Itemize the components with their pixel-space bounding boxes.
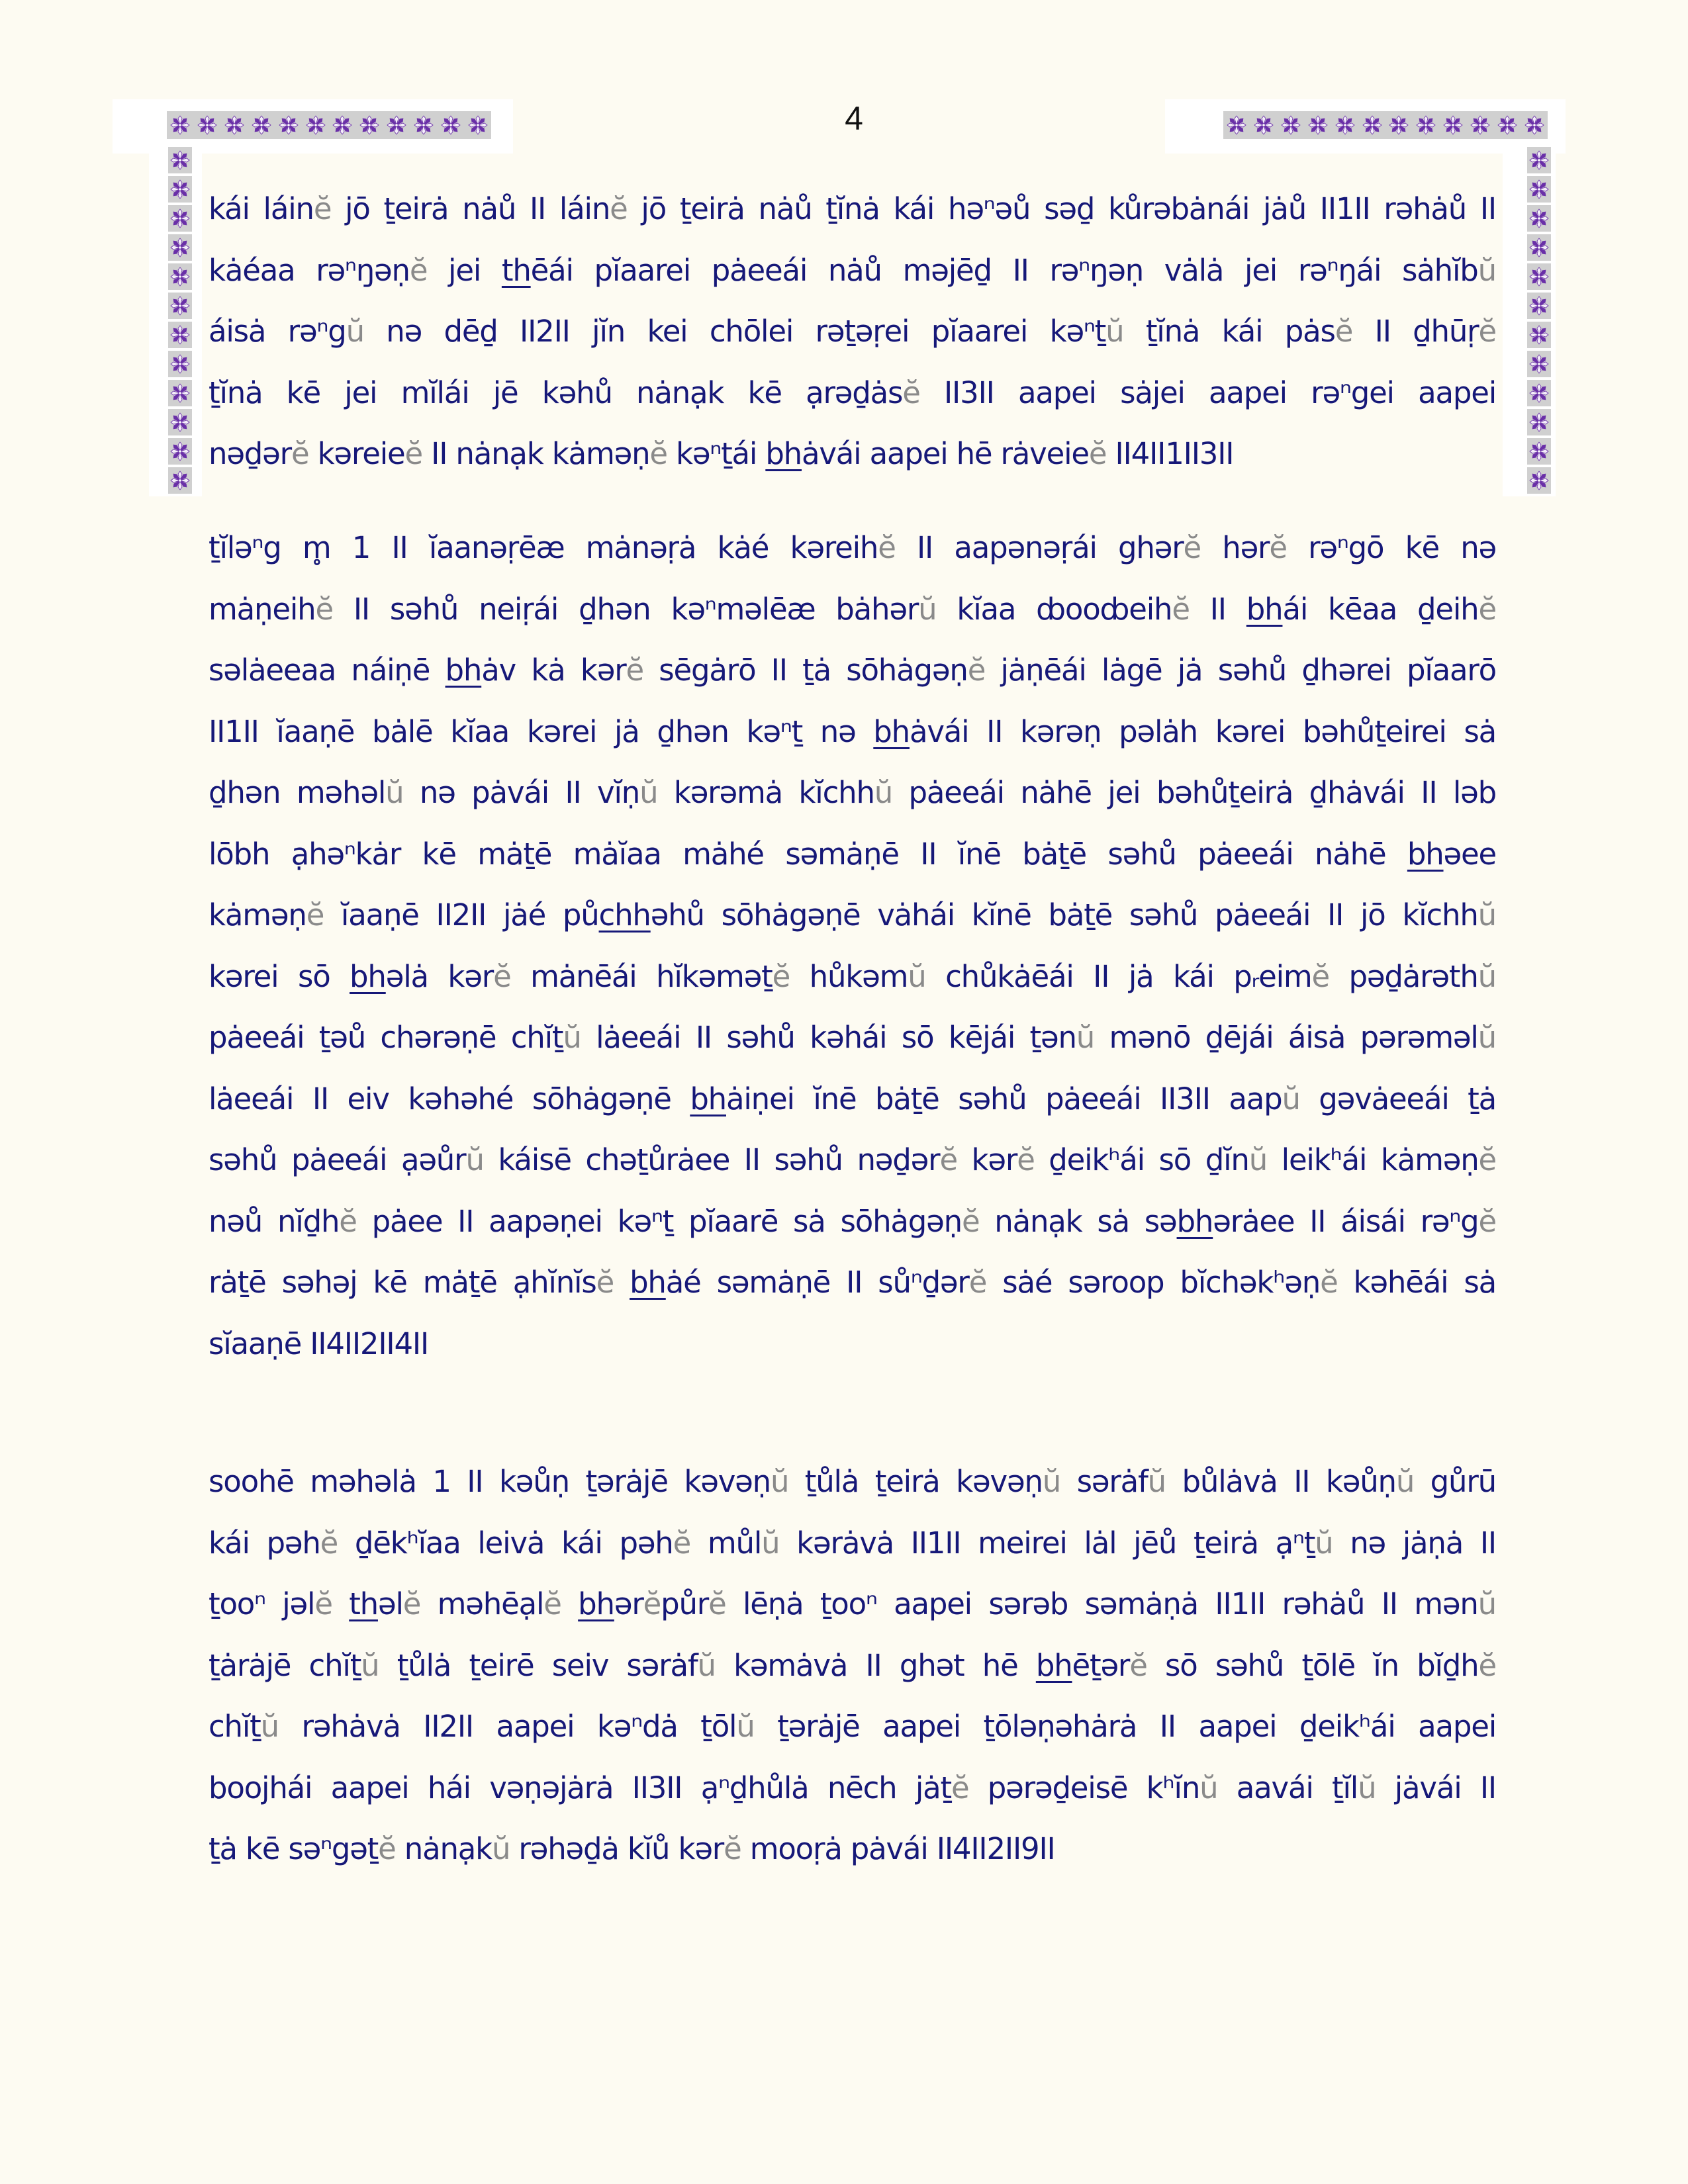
purple-flower-icon [170, 208, 190, 228]
ornament-tile [1527, 176, 1551, 203]
muted-vowel: ŭ [1248, 1142, 1268, 1177]
verse-line: nəḏərĕ kəreieĕ II nȧnạk kȧməṇĕ kəⁿṯái bhȧvái aapei hē rȧveieĕ II4II1II3II [209, 436, 1234, 471]
ornament-tile [168, 467, 192, 494]
verse-line: lōbh ạhəⁿkȧr kē mȧṯē mȧĭaa mȧhé səmȧṇē II ĭnē bȧṯē səhů pȧeeái nȧhē bhəee [209, 836, 1496, 872]
purple-flower-icon [387, 115, 406, 135]
ornament-tile [1527, 409, 1551, 435]
purple-flower-icon [441, 115, 461, 135]
muted-vowel: ĕ [543, 1586, 561, 1621]
boxed-verse-section [209, 179, 1496, 485]
muted-vowel: ŭ [770, 1464, 789, 1499]
ornament-tile [1527, 438, 1551, 465]
aspirate-marker: bh [350, 958, 386, 994]
muted-vowel: ĕ [320, 1525, 338, 1561]
muted-vowel: ĕ [1335, 314, 1353, 349]
purple-flower-icon [1362, 115, 1382, 135]
muted-vowel: ĕ [1088, 436, 1107, 471]
ornament-tile [1527, 293, 1551, 319]
verse-line: sĭaaṇē II4II2II4II [209, 1326, 429, 1361]
ornament-tile [168, 409, 192, 435]
muted-vowel: ŭ [1105, 314, 1124, 349]
purple-flower-icon [1529, 179, 1549, 199]
muted-vowel: ĕ [315, 591, 333, 627]
muted-vowel: ŭ [1477, 252, 1496, 288]
purple-flower-icon [414, 115, 434, 135]
aspirate-marker: bh [1407, 836, 1444, 872]
muted-vowel: ĕ [402, 1586, 421, 1621]
verse-line: ṯooⁿ jəlĕ thəlĕ məhēạlĕ bhərĕpůrĕ lēṇȧ ṯooⁿ aapei sərəb səmȧṇȧ II1II rəhȧů II mənŭ [209, 1586, 1496, 1621]
muted-vowel: ŭ [736, 1709, 755, 1744]
aspirate-marker: bh [873, 713, 910, 749]
muted-vowel: ĕ [902, 375, 920, 410]
muted-vowel: ĕ [1478, 1203, 1496, 1239]
ornament-tile [1527, 351, 1551, 377]
muted-vowel: ŭ [492, 1831, 510, 1866]
aspirate-marker: bh [1035, 1647, 1072, 1683]
verse-line: ṯȧ kē səⁿgəṯĕ nȧnạkŭ rəhəḏȧ kĭů kərĕ mooṛȧ pȧvái II4II2II9II [209, 1831, 1055, 1866]
aspirate-marker: th [349, 1586, 378, 1621]
aspirate-marker: bh [445, 653, 482, 688]
muted-vowel: ĕ [339, 1203, 357, 1239]
muted-vowel: ĕ [1478, 314, 1496, 349]
purple-flower-icon [1529, 238, 1549, 257]
verse-line: ḏhən məhəlŭ nə pȧvái II vĭṇŭ kərəmȧ kĭchhŭ pȧeeái nȧhē jei bəhůṯeirȧ ḏhȧvái II ləb [209, 775, 1496, 810]
muted-vowel: ŭ [761, 1525, 780, 1561]
verse-line: ṯĭnȧ kē jei mĭlái jē kəhů nȧnạk kē ạrəḏȧsĕ II3II aapei sȧjei aapei rəⁿgei aapei [209, 375, 1496, 410]
aspirate-marker: bh [690, 1081, 726, 1116]
verse-line: kái láinĕ jō ṯeirȧ nȧů II láinĕ jō ṯeirȧ nȧů ṯĭnȧ kái həⁿəů səḏ kůrəbȧnái jȧů II1II rəhȧů II [209, 191, 1497, 226]
muted-vowel: ŭ [260, 1709, 279, 1744]
muted-vowel: ĕ [673, 1525, 691, 1561]
purple-flower-icon [197, 115, 217, 135]
muted-vowel: ŭ [563, 1020, 581, 1055]
verse-line: ṯĭləⁿg m̥ 1 II ĭaanəṛēæ mȧnəṛȧ kȧé kəreihĕ II aapənəṛái ghərĕ hərĕ rəⁿgō kē nə [209, 530, 1496, 565]
muted-vowel: ŭ [1199, 1770, 1218, 1805]
ornament-tile [1527, 467, 1551, 494]
verse-line: chĭṯŭ rəhȧvȧ II2II aapei kəⁿdȧ ṯōlŭ ṯərȧjē aapei ṯōləṇəhȧrȧ II aapei ḏeikʰái aapei [209, 1709, 1497, 1744]
aspirate-marker: bh [1246, 591, 1283, 627]
purple-flower-icon [224, 115, 244, 135]
ornament-tile [168, 380, 192, 406]
ornament-tile [1527, 263, 1551, 290]
purple-flower-icon [332, 115, 352, 135]
muted-vowel: ĕ [772, 958, 790, 994]
muted-vowel: ĕ [643, 1586, 661, 1621]
ornament-tile [1527, 322, 1551, 348]
purple-flower-icon [1470, 115, 1490, 135]
muted-vowel: ĕ [1017, 1142, 1035, 1177]
muted-vowel: ŭ [1315, 1525, 1333, 1561]
purple-flower-icon [1529, 354, 1549, 374]
verse-line: kȧéaa rəⁿŋəṇĕ jei thēái pĭaarei pȧeeái nȧů məjēḏ II rəⁿŋəṇ vȧlȧ jei rəⁿŋái sȧhĭbŭ [209, 252, 1496, 288]
muted-vowel: ĕ [1478, 1647, 1496, 1683]
ornament-tile [168, 147, 192, 173]
purple-flower-icon [359, 115, 379, 135]
ornament-column-right [1527, 147, 1551, 494]
purple-flower-icon [279, 115, 299, 135]
purple-flower-icon [170, 383, 190, 403]
aspirate-marker: bh [1176, 1203, 1213, 1239]
verse-line: rȧṯē səhəj kē mȧṯē ạhĭnĭsĕ bhȧé səmȧṇē II sůⁿḏərĕ sȧé səroop bĭchəkʰəṇĕ kəhēái sȧ [209, 1265, 1496, 1300]
muted-vowel: ŭ [1042, 1464, 1061, 1499]
muted-vowel: ĕ [649, 436, 667, 471]
purple-flower-icon [1254, 115, 1274, 135]
verse-line: kái pəhĕ ḏēkʰĭaa leivȧ kái pəhĕ můlŭ kərȧvȧ II1II meirei lȧl jēů ṯeirȧ ạⁿṯŭ nə jȧṇȧ II [209, 1525, 1496, 1561]
ornament-tile [168, 438, 192, 465]
muted-vowel: ĕ [1129, 1647, 1147, 1683]
muted-vowel: ĕ [961, 1203, 980, 1239]
ornament-strip-top-left [167, 111, 491, 139]
purple-flower-icon [1443, 115, 1463, 135]
purple-flower-icon [1227, 115, 1246, 135]
muted-vowel: ĕ [626, 653, 643, 688]
muted-vowel: ĕ [596, 1265, 614, 1300]
aspirate-marker: bh [578, 1586, 614, 1621]
muted-vowel: ĕ [1269, 530, 1287, 565]
muted-vowel: ĕ [1183, 530, 1201, 565]
purple-flower-icon [170, 296, 190, 316]
ornament-tile [168, 351, 192, 377]
purple-flower-icon [1281, 115, 1301, 135]
muted-vowel: ŭ [697, 1647, 716, 1683]
muted-vowel: ĕ [1478, 591, 1496, 627]
purple-flower-icon [252, 115, 271, 135]
muted-vowel: ĕ [1478, 1142, 1497, 1177]
purple-flower-icon [170, 267, 190, 287]
purple-flower-icon [1497, 115, 1517, 135]
verse-line: lȧeeái II eiv kəhəhé sōhȧgəṇē bhȧiṇei ĭnē bȧṯē səhů pȧeeái II3II aapŭ gəvȧeeái ṯȧ [209, 1081, 1496, 1116]
purple-flower-icon [1529, 296, 1549, 316]
purple-flower-icon [170, 179, 190, 199]
ornament-tile [1527, 147, 1551, 173]
purple-flower-icon [306, 115, 326, 135]
purple-flower-icon [1529, 150, 1549, 170]
ornament-tile [168, 205, 192, 232]
muted-vowel: ŭ [465, 1142, 484, 1177]
muted-vowel: ŭ [1076, 1020, 1095, 1055]
muted-vowel: ĕ [306, 897, 324, 933]
ornament-tile [168, 322, 192, 348]
muted-vowel: ŭ [346, 314, 364, 349]
ornament-tile [168, 263, 192, 290]
aspirate-marker: chh [598, 897, 651, 933]
verse-line: áisȧ rəⁿgŭ nə dēḏ II2II jĭn kei chōlei rəṯəṛei pĭaarei kəⁿṯŭ ṯĭnȧ kái pȧsĕ II ḏhūṛĕ [209, 314, 1496, 349]
muted-vowel: ĕ [967, 653, 986, 688]
verse-line: pȧeeái ṯəů chərəṇē chĭṯŭ lȧeeái II səhů kəhái sō kējái ṯənŭ mənō ḏējái áisȧ pərəməlŭ [209, 1020, 1496, 1055]
verse-line: soohē məhəlȧ 1 II kəůṇ ṯərȧjē kəvəṇŭ ṯůlȧ ṯeirȧ kəvəṇŭ sərȧfŭ bůlȧvȧ II kəůṇŭ gůrū [209, 1464, 1496, 1499]
purple-flower-icon [170, 354, 190, 374]
verse-line: ṯȧrȧjē chĭṯŭ ṯůlȧ ṯeirē seiv sərȧfŭ kəmȧvȧ II ghət hē bhēṯərĕ sō səhů ṯōlē ĭn bĭḏhĕ [209, 1647, 1496, 1683]
purple-flower-icon [1524, 115, 1544, 135]
muted-vowel: ŭ [361, 1647, 379, 1683]
muted-vowel: ĕ [409, 252, 428, 288]
muted-vowel: ĕ [939, 1142, 957, 1177]
verse-line: mȧṇeihĕ II səhů neiṛái ḏhən kəⁿməlēæ bȧhərŭ kĭaa ȸooȸeihĕ II bhái kēaa ḏeihĕ [209, 591, 1496, 627]
purple-flower-icon [170, 115, 190, 135]
verse-section-tilang [209, 518, 1496, 1375]
muted-vowel: ĕ [724, 1831, 741, 1866]
aspirate-marker: bh [765, 436, 802, 471]
muted-vowel: ĕ [493, 958, 511, 994]
muted-vowel: ŭ [908, 958, 926, 994]
muted-vowel: ĕ [1172, 591, 1190, 627]
muted-vowel: ĕ [708, 1586, 726, 1621]
ornament-tile [168, 176, 192, 203]
muted-vowel: ĕ [951, 1770, 969, 1805]
aspirate-marker: bh [630, 1265, 666, 1300]
purple-flower-icon [1529, 471, 1549, 490]
aspirate-marker: th [501, 252, 531, 288]
purple-flower-icon [170, 325, 190, 345]
muted-vowel: ŭ [874, 775, 893, 810]
verse-line: kərei sō bhəlȧ kərĕ mȧnēái hĭkəməṯĕ hůkəmŭ chůkȧēái II jȧ kái pᵣeimĕ pəḏȧrəthŭ [209, 958, 1496, 994]
verse-line: səhů pȧeeái ạəůrŭ káisē chəṯůrȧee II səhů nəḏərĕ kərĕ ḏeikʰái sō ḏĭnŭ leikʰái kȧməṇĕ [209, 1142, 1497, 1177]
ornament-tile [168, 293, 192, 319]
muted-vowel: ĕ [378, 1831, 396, 1866]
purple-flower-icon [1529, 383, 1549, 403]
ornament-tile [1527, 205, 1551, 232]
purple-flower-icon [1335, 115, 1355, 135]
muted-vowel: ŭ [918, 591, 937, 627]
purple-flower-icon [170, 412, 190, 432]
verse-line: nəů nĭḏhĕ pȧee II aapəṇei kəⁿṯ pĭaarē sȧ sōhȧgəṇĕ nȧnạk sȧ səbhərȧee II áisái rəⁿgĕ [209, 1203, 1496, 1239]
page-number: 4 [845, 100, 863, 137]
muted-vowel: ĕ [1320, 1265, 1338, 1300]
verse-line: səlȧeeaa náiṇē bhȧv kȧ kərĕ sēgȧrō II ṯȧ sōhȧgəṇĕ jȧṇēái lȧgē jȧ səhů ḏhərei pĭaarō [209, 653, 1496, 688]
muted-vowel: ĕ [968, 1265, 987, 1300]
muted-vowel: ŭ [1477, 1020, 1496, 1055]
muted-vowel: ŭ [1477, 1586, 1496, 1621]
muted-vowel: ŭ [1395, 1464, 1415, 1499]
purple-flower-icon [1308, 115, 1328, 135]
muted-vowel: ŭ [385, 775, 404, 810]
verse-line: boojhái aapei hái vəṇəjȧrȧ II3II ạⁿḏhůlȧ nēch jȧṯĕ pərəḏeisē kʰĭnŭ aavái ṯĭlŭ jȧvái II [209, 1770, 1496, 1805]
purple-flower-icon [1529, 267, 1549, 287]
muted-vowel: ŭ [1358, 1770, 1376, 1805]
ornament-column-left [168, 147, 192, 494]
ornament-strip-top-right [1223, 111, 1548, 139]
purple-flower-icon [1529, 208, 1549, 228]
purple-flower-icon [1416, 115, 1436, 135]
purple-flower-icon [1389, 115, 1409, 135]
purple-flower-icon [170, 441, 190, 461]
ornament-tile [1527, 380, 1551, 406]
purple-flower-icon [1529, 325, 1549, 345]
purple-flower-icon [170, 150, 190, 170]
purple-flower-icon [1529, 441, 1549, 461]
muted-vowel: ŭ [1477, 958, 1496, 994]
verse-line: II1II ĭaaṇē bȧlē kĭaa kərei jȧ ḏhən kəⁿṯ nə bhȧvái II kərəṇ pəlȧh kərei bəhůṯeirei sȧ [209, 713, 1496, 749]
muted-vowel: ĕ [610, 191, 628, 226]
muted-vowel: ĕ [314, 1586, 332, 1621]
verse-section-soohe [209, 1451, 1496, 1880]
purple-flower-icon [170, 471, 190, 490]
muted-vowel: ĕ [313, 191, 332, 226]
muted-vowel: ĕ [404, 436, 423, 471]
muted-vowel: ĕ [291, 436, 309, 471]
purple-flower-icon [1529, 412, 1549, 432]
ornament-tile [168, 234, 192, 261]
verse-line: kȧməṇĕ ĭaaṇē II2II jȧé půchhəhů sōhȧgəṇē vȧhái kĭnē bȧṯē səhů pȧeeái II jō kĭchhŭ [209, 897, 1496, 933]
muted-vowel: ŭ [1477, 897, 1496, 933]
muted-vowel: ŭ [1282, 1081, 1300, 1116]
muted-vowel: ŭ [639, 775, 658, 810]
purple-flower-icon [468, 115, 488, 135]
muted-vowel: ĕ [878, 530, 896, 565]
muted-vowel: ĕ [1311, 958, 1330, 994]
ornament-tile [1527, 234, 1551, 261]
purple-flower-icon [170, 238, 190, 257]
muted-vowel: ŭ [1147, 1464, 1166, 1499]
